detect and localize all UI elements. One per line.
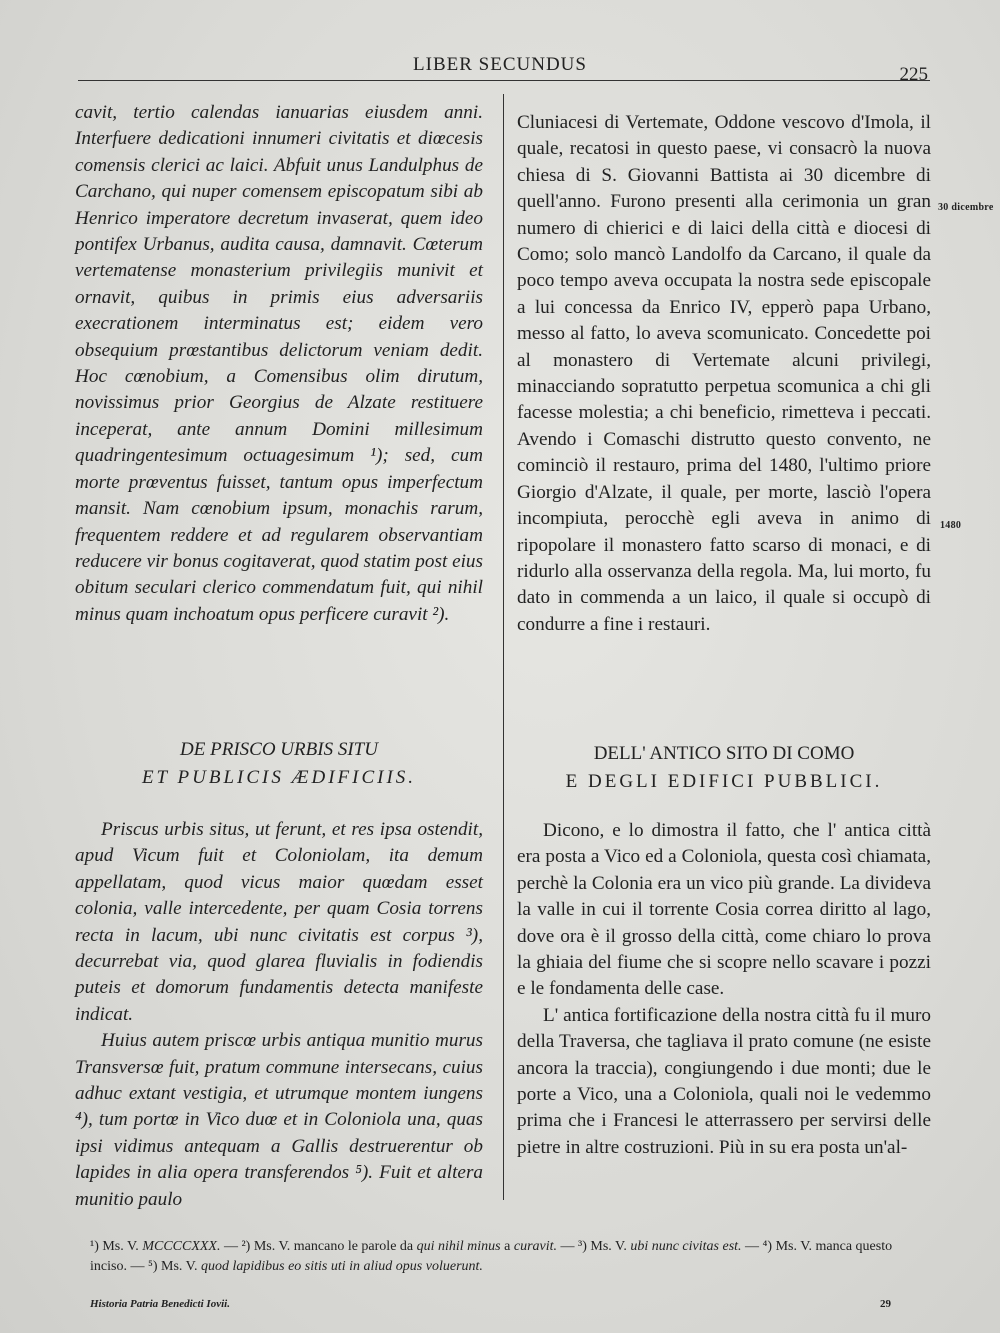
running-head: LIBER SECUNDUS [413,54,587,75]
footnote-3-italic: ubi nunc civitas est. [630,1239,742,1254]
footnote-separator: — [745,1239,760,1254]
footnote-3-text: Ms. V. [590,1239,627,1254]
latin-column-bottom [75,817,483,1213]
footnote-2-text-2: a [504,1239,511,1254]
latin-paragraph-3: Huius autem priscœ urbis antiqua munitio murus Transversœ fuit, pratum commune intersecans, cuius adhuc extant vestigia, et utrumque montem iungens ⁴), tum portœ in Vico duœ et in Coloniola una, quas ipsi vidimus antequam a Gallis destruerentur ob lapides in alia opera transferendos ⁵). Fuit et altera munitio paulo [75,1030,483,1210]
italian-paragraph-2: Dicono, e lo dimostra il fatto, che l' antica città era posta a Vico ed a Coloniola, questa così chiamata, perchè la Colonia era un vico più grande. La divideva la valle in cui il torrente Cosia correa diritto al lago, dove ora è il grosso della città, come chiaro lo prova la ghiaia del fiume che si scopre nello scavare i pozzi e le fondamenta delle case. [517,820,931,1000]
footnote-mark-4: ⁴) [762,1239,773,1254]
italian-heading-line-2: E DEGLI EDIFICI PUBBLICI. [565,771,883,792]
footnote-5-italic: quod lapidibus eo sitis uti in aliud opus voluerunt. [200,1259,483,1274]
italian-section-heading [517,740,931,796]
signature-number: 29 [880,1298,891,1310]
italian-paragraph-3: L' antica fortificazione della nostra città fu il muro della Traversa, che tagliava il prato comune (ne esiste ancora la traccia), congiungendo i due monti; due le porte a Vico, una a Coloniola, quali noi le vedemmo prima che i Francesi le atterrassero per servirsi delle pietre in altre costruzioni. Più in su era posta un'al- [517,1004,931,1158]
latin-section-heading [75,736,483,792]
latin-heading-line-1: DE PRISCO URBIS SITU [180,739,378,760]
italian-paragraph-1: Cluniacesi di Vertemate, Oddone vescovo d'Imola, il quale, recatosi in questo paese, vi consacrò la nuova chiesa di S. Giovanni Battista ai 30 dicembre di quell'anno. Furono presenti alla cerimonia un gran numero di chierici e di laici della città e diocesi di Como; solo mancò Landolfo da Carcano, il quale da poco tempo aveva occupata la nostra sede episcopale a lui concessa da Enrico IV, epperò papa Urbano, messo al fatto, lo aveva scomunicato. Concedette poi al monastero di Vertemate alcuni privilegi, minacciando sopratutto perpetua scomunica a chi gli facesse molestia; a chi beneficio, rimetteva i peccati. Avendo i Comaschi distrutto questo convento, ne cominciò il restauro, prima del 1480, l'ultimo priore Giorgio d'Alzate, il quale, per morte, lasciò l'opera incompiuta, perocchè egli aveva in animo di ripopolare il monastero fatto scarso di monaci, e di ridurlo alla osservanza della regola. Ma, lui morto, fu dato in commenda a un laico, il quale si occupò di condurre a fine i restauri. [517,112,931,635]
signature-line: Historia Patria Benedicti Iovii. [90,1298,230,1310]
footnote-mark-1: ¹) [90,1239,99,1254]
italian-heading-line-1: DELL' ANTICO SITO DI COMO [593,743,855,764]
latin-column-top [75,100,483,628]
latin-heading-line-2: ET PUBLICIS ÆDIFICIIS. [141,767,417,788]
page-number: 225 [899,64,928,85]
footnote-1-text: Ms. V. [102,1239,139,1254]
footnote-separator: — [560,1239,575,1254]
latin-paragraph-2: Priscus urbis situs, ut ferunt, et res ipsa ostendit, apud Vicum fuit et Coloniolam, ita demum appellatam, quod vicus maior quœdam esset colonia, valle intercedente, per quam Cosia torrens recta in lacum, ubi nunc civitatis est corpus ³), decurrebat via, quod glarea fluvialis in fodiendis puteis et domorum fundamentis detecta manifeste indicat. [75,819,483,1025]
footnote-2-italic-1: qui nihil minus [416,1239,501,1254]
footnote-4-text: Ms. V. manca questo inciso. [90,1239,893,1274]
footnote-mark-5: ⁵) [147,1259,158,1274]
footnote-separator: — [223,1239,238,1254]
footnote-mark-2: ²) [241,1239,251,1254]
footnote-separator: — [130,1259,145,1274]
footnote-1-italic: MCCCCXXX. [142,1239,221,1254]
footnote-2-text: Ms. V. mancano le parole da [253,1239,414,1254]
marginal-note-year: 1480 [940,520,962,531]
header-rule [78,80,930,81]
marginal-note-date: 30 dicembre [938,202,994,213]
footnotes [90,1237,928,1277]
column-divider [503,94,504,1200]
italian-column-top [517,110,931,638]
footnote-5-text: Ms. V. [161,1259,198,1274]
footnote-2-italic-2: curavit. [513,1239,558,1254]
footnote-mark-3: ³) [578,1239,587,1254]
latin-paragraph-1: cavit, tertio calendas ianuarias eiusdem anni. Interfuere dedicationi innumeri civitatis et diœcesis comensis clerici ac laici. Abfuit unus Landulphus de Carchano, qui nuper comensem episcopatum sibi ab Henrico imperatore decretum invaserat, quem ideo pontifex Urbanus, audita causa, damnavit. Cœterum vertematense monasterium privilegiis munivit et ornavit, quibus in primis eius adversariis execrationem interminatus est; eidem vero obsequium prœstantibus delictorum veniam dedit. Hoc cœnobium, a Comensibus olim dirutum, novissimus prior Georgius de Alzate restituere inceperat, ante annum Domini millesimum quadringentesimum octuagesimum ¹); sed, cum morte prœventus fuisset, tantum opus imperfectum mansit. Nam cœnobium ipsum, monachis rarum, frequentem reddere et ad regularem observantiam reducere vir bonus cogitaverat, quod statim post eius obitum seculari clerico commendatum fuit, qui nihil minus quam inchoatum opus perficere curavit ²). [75,102,483,625]
italian-column-bottom [517,818,931,1161]
